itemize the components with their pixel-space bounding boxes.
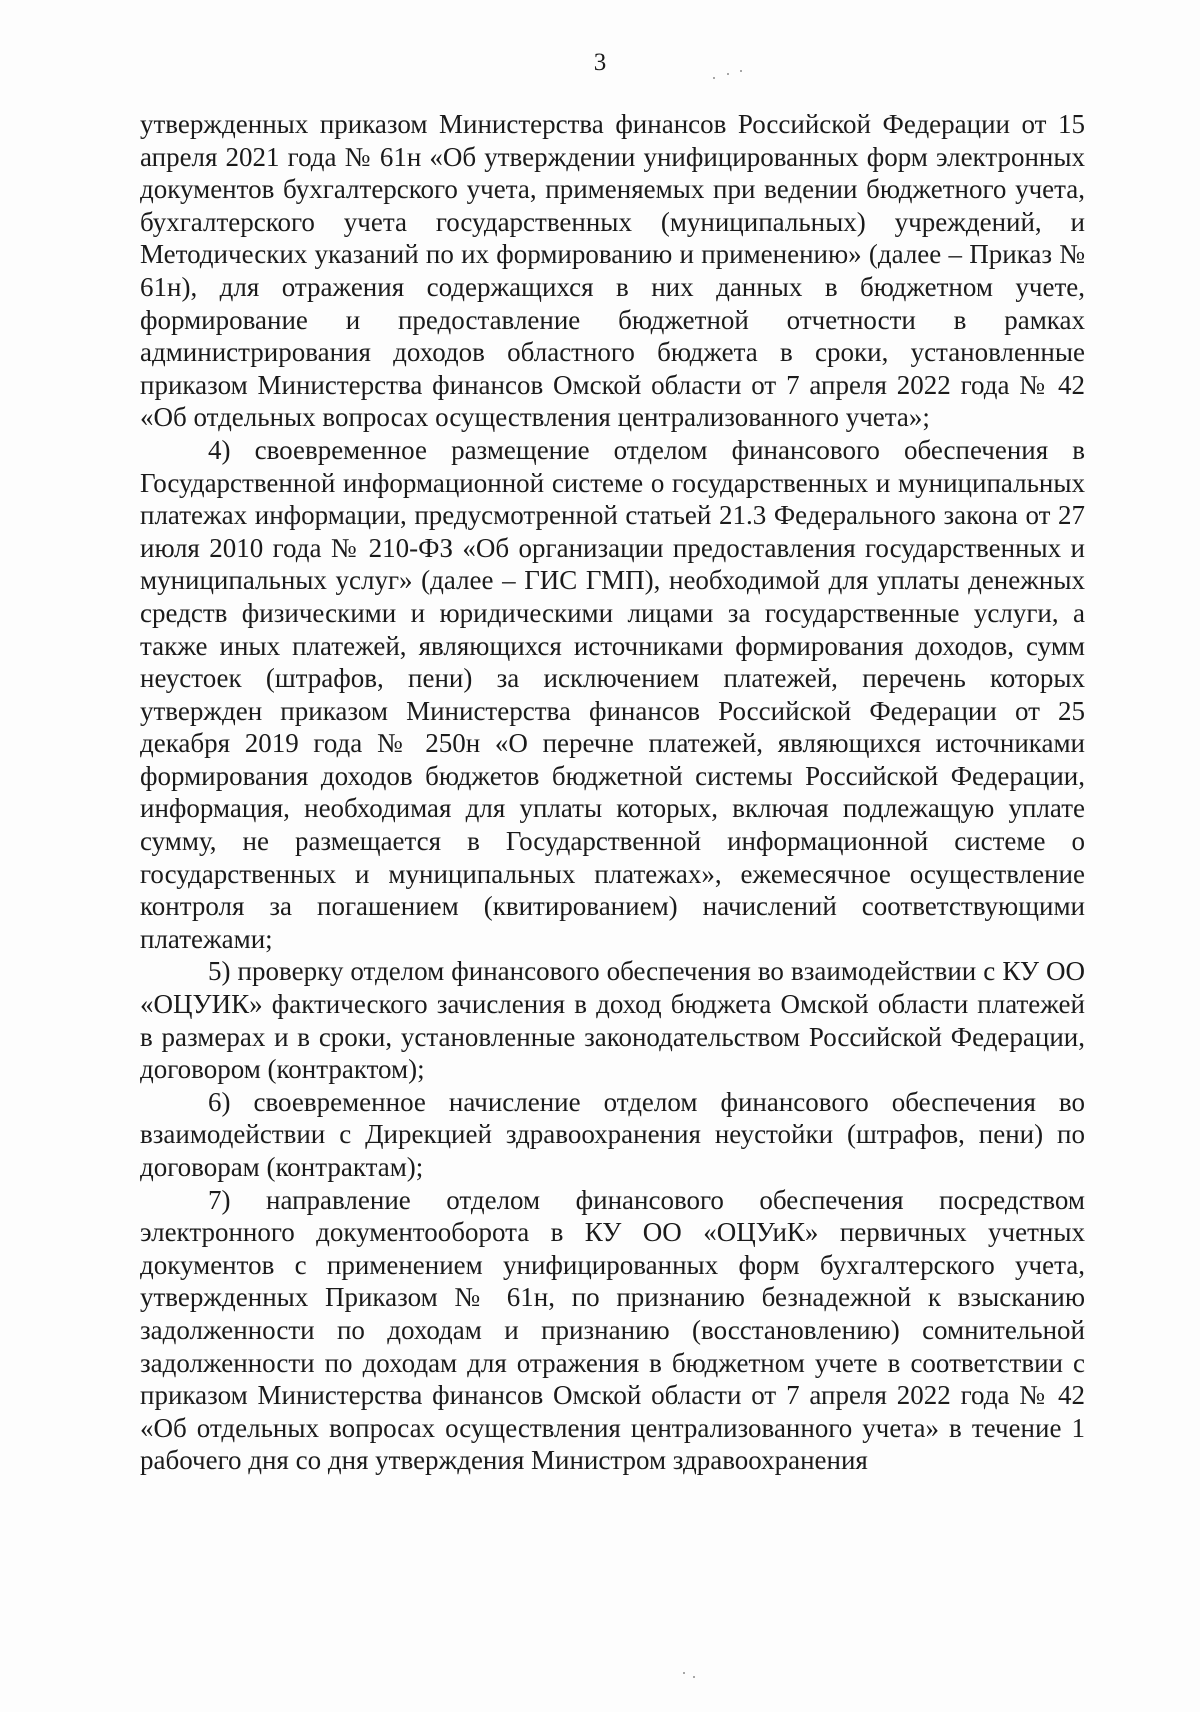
scan-speck [693, 1676, 695, 1678]
document-body [140, 108, 1085, 1477]
scan-speck [727, 73, 729, 75]
paragraph-item-5: 5) проверку отделом финансового обеспечения во взаимодействии с КУ ОО «ОЦУИК» фактического зачисления в доход бюджета Омской области платежей в размерах и в сроки, установленные законодательством Российской Федерации, договором (контрактом); [140, 956, 1085, 1085]
paragraph-item-6: 6) своевременное начисление отделом финансового обеспечения во взаимодействии с Дирекцией здравоохранения неустойки (штрафов, пени) по договорам (контрактам); [140, 1086, 1085, 1182]
page-number: 3 [593, 49, 607, 76]
paragraph-continuation: утвержденных приказом Министерства финансов Российской Федерации от 15 апреля 2021 года № 61н «Об утверждении унифицированных форм электронных документов бухгалтерского учета, применяемых при ведении бюджетного учета, бухгалтерского учета государственных (муниципальных) учреждений, и Методических указаний по их формированию и применению» (далее – Приказ № 61н), для отражения содержащихся в них данных в бюджетном учете, формирование и предоставление бюджетной отчетности в рамках администрирования доходов областного бюджета в сроки, установленные приказом Министерства финансов Омской области от 7 апреля 2022 года № 42 «Об отдельных вопросах осуществления централизованного учета»; [140, 109, 1085, 433]
paragraph-item-7: 7) направление отделом финансового обеспечения посредством электронного документооборота в КУ ОО «ОЦУиК» первичных учетных документов с применением унифицированных форм бухгалтерского учета, утвержденных Приказом № 61н, по признанию безнадежной к взысканию задолженности по доходам и признанию (восстановлению) сомнительной задолженности по доходам для отражения в бюджетном учете в соответствии с приказом Министерства финансов Омской области от 7 апреля 2022 года № 42 «Об отдельных вопросах осуществления централизованного учета» в течение 1 рабочего дня со дня утверждения Министром здравоохранения [140, 1184, 1085, 1476]
scan-speck [713, 77, 715, 79]
paragraph-item-4: 4) своевременное размещение отделом финансового обеспечения в Государственной информационной системе о государственных и муниципальных платежах информации, предусмотренной статьей 21.3 Федерального закона от 27 июля 2010 года № 210-ФЗ «Об организации предоставления государственных и муниципальных услуг» (далее – ГИС ГМП), необходимой для уплаты денежных средств физическими и юридическими лицами за государственные услуги, а также иных платежей, являющихся источниками формирования доходов, сумм неустоек (штрафов, пени) за исключением платежей, перечень которых утвержден приказом Министерства финансов Российской Федерации от 25 декабря 2019 года № 250н «О перечне платежей, являющихся источниками формирования доходов бюджетов бюджетной системы Российской Федерации, информация, необходимая для уплаты которых, включая подлежащую уплате сумму, не размещается в Государственной информационной системе о государственных и муниципальных платежах», ежемесячное осуществление контроля за погашением (квитированием) начислений соответствующими платежами; [140, 434, 1085, 954]
scan-speck [683, 1672, 685, 1674]
scan-speck [740, 70, 742, 72]
